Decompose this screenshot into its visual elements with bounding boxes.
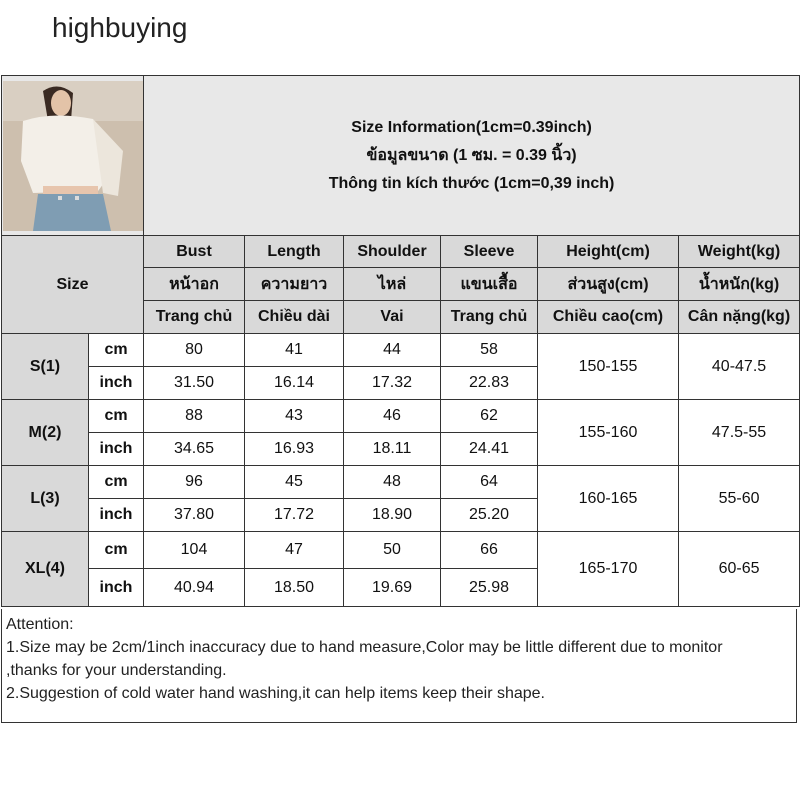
col-bust-th: หน้าอก xyxy=(144,268,245,301)
col-sleeve-th: แขนเสื้อ xyxy=(441,268,538,301)
table-cell: 17.32 xyxy=(344,367,441,400)
col-sleeve-en: Sleeve xyxy=(441,236,538,268)
table-cell: 44 xyxy=(344,334,441,367)
weight-range: 47.5-55 xyxy=(679,400,800,466)
table-cell: 96 xyxy=(144,466,245,499)
table-cell: 37.80 xyxy=(144,499,245,532)
unit-cm: cm xyxy=(89,532,144,569)
size-chart xyxy=(0,75,800,725)
product-photo xyxy=(3,81,143,231)
table-cell: 88 xyxy=(144,400,245,433)
table-cell: 17.72 xyxy=(245,499,344,532)
col-weight-th: น้ำหนัก(kg) xyxy=(679,268,800,301)
table-cell: 45 xyxy=(245,466,344,499)
table-cell: 19.69 xyxy=(344,569,441,607)
table-cell: 48 xyxy=(344,466,441,499)
notes-line-1: 1.Size may be 2cm/1inch inaccuracy due to hand measure,Color may be little different due to monitor xyxy=(6,639,723,656)
col-length-th: ความยาว xyxy=(245,268,344,301)
table-cell: 46 xyxy=(344,400,441,433)
size-header: Size xyxy=(2,236,144,334)
table-cell: 25.98 xyxy=(441,569,538,607)
unit-inch: inch xyxy=(89,433,144,466)
table-cell: 47 xyxy=(245,532,344,569)
col-shoulder-en: Shoulder xyxy=(344,236,441,268)
height-range: 165-170 xyxy=(538,532,679,607)
notes-line-3: 2.Suggestion of cold water hand washing,it can help items keep their shape. xyxy=(6,685,545,702)
col-weight-en: Weight(kg) xyxy=(679,236,800,268)
col-sleeve-vi: Trang chủ xyxy=(441,301,538,334)
unit-inch: inch xyxy=(89,569,144,607)
table-cell: 80 xyxy=(144,334,245,367)
table-cell: 40.94 xyxy=(144,569,245,607)
table-cell: 62 xyxy=(441,400,538,433)
size-label-xl: XL(4) xyxy=(2,532,89,607)
height-range: 155-160 xyxy=(538,400,679,466)
col-shoulder-th: ไหล่ xyxy=(344,268,441,301)
col-height-th: ส่วนสูง(cm) xyxy=(538,268,679,301)
table-cell: 104 xyxy=(144,532,245,569)
product-photo-cell xyxy=(2,76,144,236)
size-label-m: M(2) xyxy=(2,400,89,466)
height-range: 150-155 xyxy=(538,334,679,400)
table-cell: 18.11 xyxy=(344,433,441,466)
col-height-en: Height(cm) xyxy=(538,236,679,268)
size-label-s: S(1) xyxy=(2,334,89,400)
col-bust-vi: Trang chủ xyxy=(144,301,245,334)
table-cell: 58 xyxy=(441,334,538,367)
unit-inch: inch xyxy=(89,499,144,532)
col-length-en: Length xyxy=(245,236,344,268)
height-range: 160-165 xyxy=(538,466,679,532)
size-info-title xyxy=(144,76,800,236)
notes-line-2: ,thanks for your understanding. xyxy=(6,662,227,679)
table-cell: 22.83 xyxy=(441,367,538,400)
table-cell: 64 xyxy=(441,466,538,499)
table-cell: 18.50 xyxy=(245,569,344,607)
table-cell: 50 xyxy=(344,532,441,569)
table-cell: 16.93 xyxy=(245,433,344,466)
table-cell: 24.41 xyxy=(441,433,538,466)
attention-notes xyxy=(1,609,797,723)
weight-range: 55-60 xyxy=(679,466,800,532)
size-label-l: L(3) xyxy=(2,466,89,532)
col-height-vi: Chiều cao(cm) xyxy=(538,301,679,334)
unit-cm: cm xyxy=(89,466,144,499)
watermark-text: highbuying xyxy=(52,12,188,43)
col-bust-en: Bust xyxy=(144,236,245,268)
notes-heading: Attention: xyxy=(6,616,74,633)
weight-range: 40-47.5 xyxy=(679,334,800,400)
table-cell: 43 xyxy=(245,400,344,433)
unit-cm: cm xyxy=(89,400,144,433)
title-thai: ข้อมูลขนาด (1 ซม. = 0.39 นิ้ว) xyxy=(366,146,577,164)
col-weight-vi: Cân nặng(kg) xyxy=(679,301,800,334)
col-length-vi: Chiều dài xyxy=(245,301,344,334)
table-cell: 66 xyxy=(441,532,538,569)
col-shoulder-vi: Vai xyxy=(344,301,441,334)
title-vietnamese: Thông tin kích thước (1cm=0,39 inch) xyxy=(328,174,615,192)
table-cell: 41 xyxy=(245,334,344,367)
unit-cm: cm xyxy=(89,334,144,367)
unit-inch: inch xyxy=(89,367,144,400)
table-cell: 31.50 xyxy=(144,367,245,400)
size-table xyxy=(1,75,800,607)
table-cell: 16.14 xyxy=(245,367,344,400)
title-english: Size Information(1cm=0.39inch) xyxy=(351,118,592,136)
table-cell: 18.90 xyxy=(344,499,441,532)
table-cell: 25.20 xyxy=(441,499,538,532)
weight-range: 60-65 xyxy=(679,532,800,607)
table-cell: 34.65 xyxy=(144,433,245,466)
